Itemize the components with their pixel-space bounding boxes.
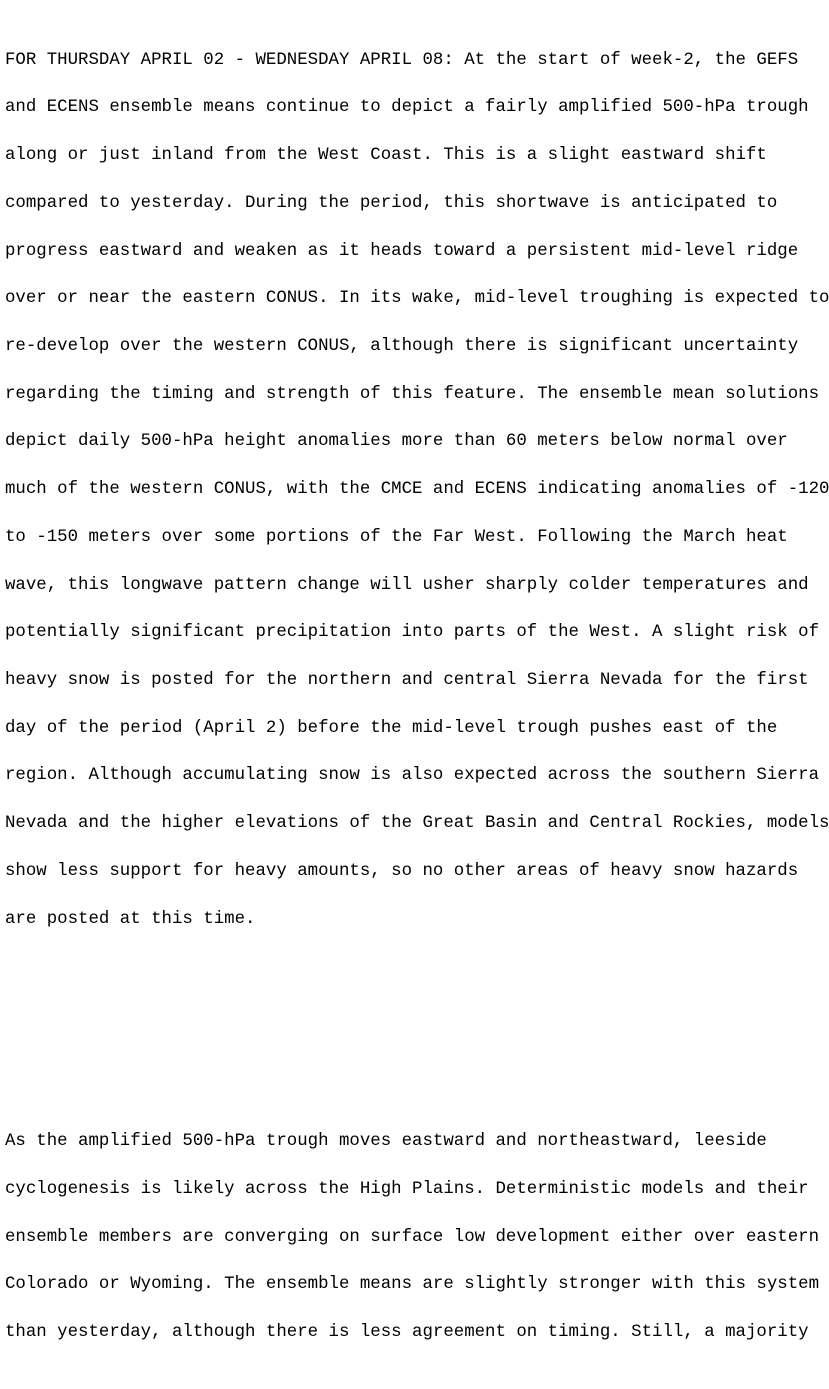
- text-line: region. Although accumulating snow is also expected across the southern Sierra: [5, 766, 820, 786]
- text-line: show less support for heavy amounts, so no other areas of heavy snow hazards: [5, 861, 799, 881]
- text-line: potentially significant precipitation into parts of the West. A slight risk of: [5, 623, 820, 643]
- text-line: and ECENS ensemble means continue to depict a fairly amplified 500-hPa trough: [5, 98, 809, 118]
- text-line: wave, this longwave pattern change will usher sharply colder temperatures and: [5, 575, 809, 595]
- text-line: ensemble members are converging on surface low development either over eastern: [5, 1227, 820, 1247]
- text-line: regarding the timing and strength of this feature. The ensemble mean solutions: [5, 384, 820, 404]
- text-line: FOR THURSDAY APRIL 02 - WEDNESDAY APRIL 08: At the start of week-2, the GEFS: [5, 50, 799, 70]
- text-line: day of the period (April 2) before the mid-level trough pushes east of the: [5, 718, 778, 738]
- text-line: compared to yesterday. During the period, this shortwave is anticipated to: [5, 193, 778, 213]
- paragraph-cyclogenesis: [5, 1102, 820, 1372]
- text-line: re-develop over the western CONUS, although there is significant uncertainty: [5, 336, 799, 356]
- text-line: As the amplified 500-hPa trough moves eastward and northeastward, leeside: [5, 1132, 767, 1152]
- text-line: cyclogenesis is likely across the High Plains. Deterministic models and their: [5, 1179, 809, 1199]
- paragraph-week2-outlook: [5, 21, 829, 959]
- text-line: much of the western CONUS, with the CMCE and ECENS indicating anomalies of -120: [5, 480, 829, 500]
- document-body: [5, 0, 829, 1389]
- text-line: to -150 meters over some portions of the Far West. Following the March heat: [5, 527, 788, 547]
- text-line: Nevada and the higher elevations of the Great Basin and Central Rockies, models: [5, 814, 829, 834]
- text-line: than yesterday, although there is less agreement on timing. Still, a majority: [5, 1323, 809, 1343]
- paragraph-spacer: [5, 1007, 805, 1055]
- text-line: progress eastward and weaken as it heads toward a persistent mid-level ridge: [5, 241, 799, 261]
- text-line: are posted at this time.: [5, 909, 256, 929]
- text-line: heavy snow is posted for the northern and central Sierra Nevada for the first: [5, 670, 809, 690]
- text-line: along or just inland from the West Coast. This is a slight eastward shift: [5, 146, 767, 166]
- text-line: depict daily 500-hPa height anomalies more than 60 meters below normal over: [5, 432, 788, 452]
- text-line: Colorado or Wyoming. The ensemble means are slightly stronger with this system: [5, 1275, 820, 1295]
- text-line: over or near the eastern CONUS. In its wake, mid-level troughing is expected to: [5, 289, 829, 309]
